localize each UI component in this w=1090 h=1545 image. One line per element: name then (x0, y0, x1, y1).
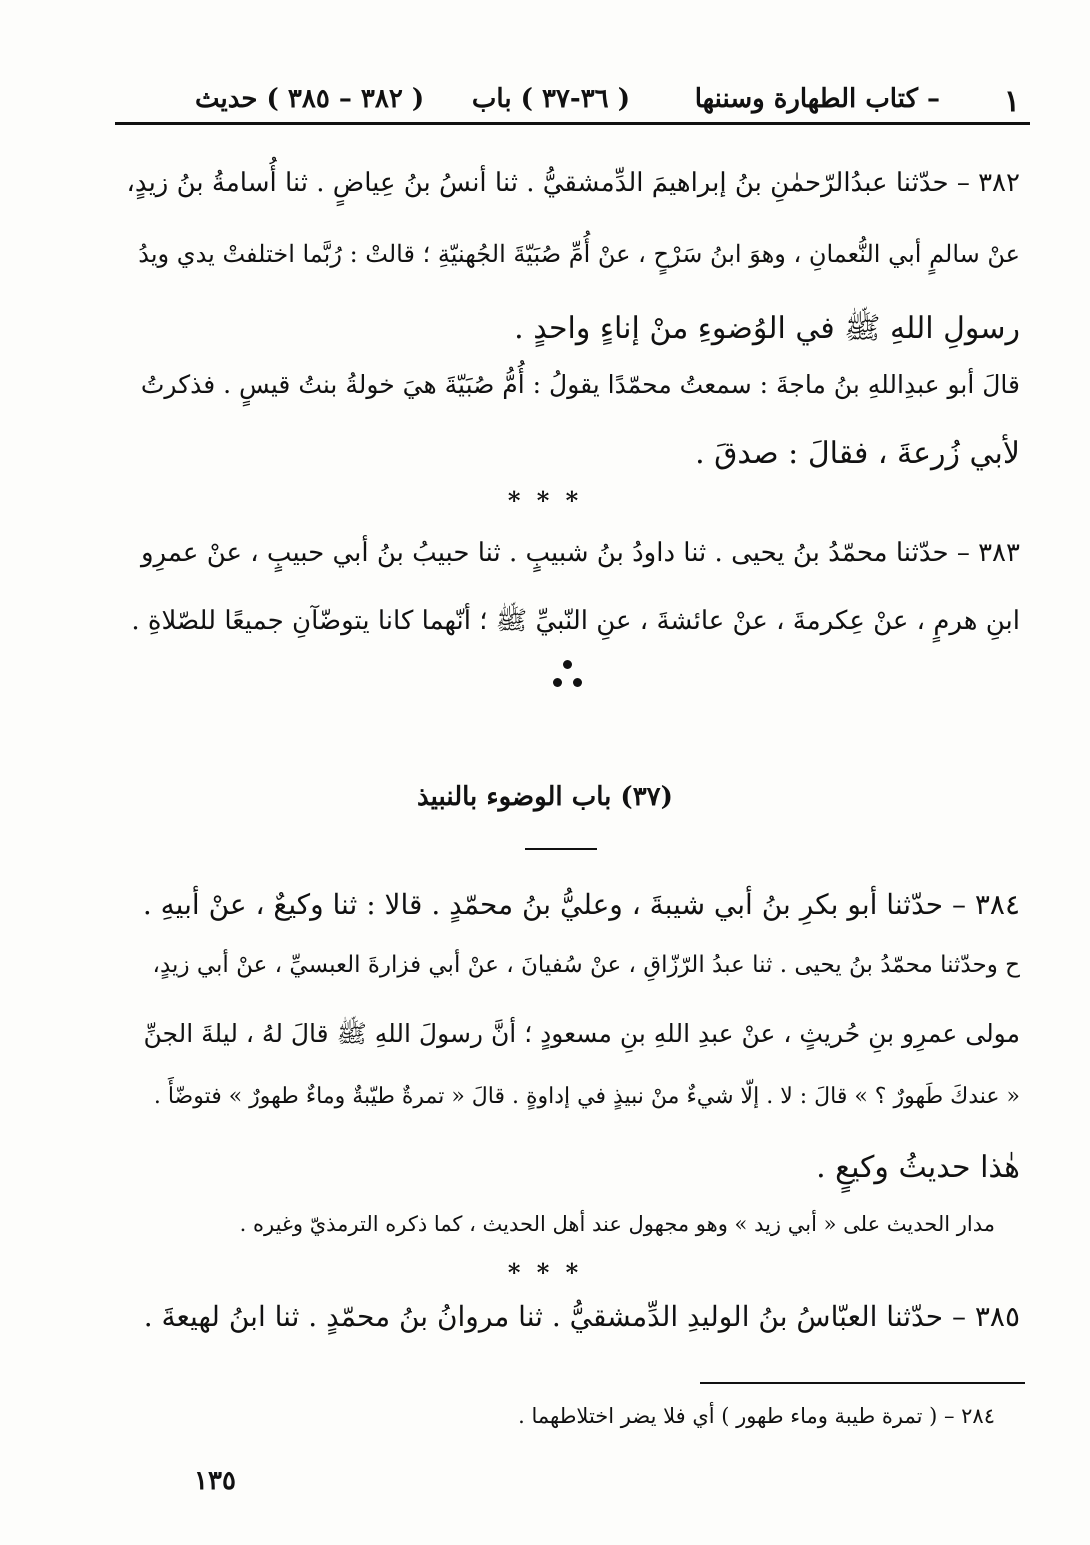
hadith-384-line-2: ح وحدّثنا محمّدُ بنُ يحيى . ثنا عبدُ الرّزّاقِ ، عنْ سُفيانَ ، عنْ أبي فزارةَ العبسيِّ ، عنْ أبي زيدٍ، (152, 952, 1020, 978)
hadith-385-line-1: ٣٨٥ – حدّثنا العبّاسُ بنُ الوليدِ الدِّمشقيُّ . ثنا مروانُ بنُ محمّدٍ . ثنا ابنُ لهيعةَ . (143, 1300, 1020, 1333)
bab-range: ( ٣٦-٣٧ ) باب (471, 84, 630, 114)
hadith-383-line-1: ٣٨٣ – حدّثنا محمّدُ بنُ يحيى . ثنا داودُ بنُ شبيبٍ . ثنا حبيبُ بنُ أبي حبيبٍ ، عنْ عمرِو (140, 538, 1020, 568)
book-title: – كتاب الطهارة وسننها (694, 84, 940, 114)
footnote-rule (700, 1382, 1025, 1384)
chapter-title: (٣٧) باب الوضوء بالنبيذ (417, 782, 673, 812)
separator-stars: * * * (507, 486, 583, 515)
hadith-382-line-3: رسولِ اللهِ ﷺ في الوُضوءِ منْ إناءٍ واحدٍ . (514, 311, 1020, 346)
hadith-382-line-2: عنْ سالمٍ أبي النُّعمانِ ، وهوَ ابنُ سَرْحٍ ، عنْ أُمِّ صُبَيّةَ الجُهنيّةِ ؛ قالتْ : رُبَّما اختلفتْ يدي ويدُ (138, 240, 1020, 268)
hadith-384-note: مدار الحديث على « أبي زيد » وهو مجهول عند أهل الحديث ، كما ذكره الترمذيّ وغيره . (239, 1212, 995, 1236)
chapter-rule (525, 848, 597, 850)
hadith-384-line-4: « عندكَ طَهورٌ ؟ » قالَ : لا . إلّا شيءٌ منْ نبيذٍ في إداوةٍ . قالَ « تمرةٌ طيّبةٌ وماءٌ طهورٌ » فتوضّأَ . (153, 1084, 1020, 1109)
footnote: ٢٨٤ – ( تمرة طيبة وماء طهور ) أي فلا يضر اختلاطهما . (518, 1404, 995, 1428)
hadith-384-line-1: ٣٨٤ – حدّثنا أبو بكرِ بنُ أبي شيبةَ ، وعليُّ بنُ محمّدٍ . قالا : ثنا وكيعٌ ، عنْ أبيهِ . (142, 888, 1020, 921)
hadith-382-line-1: ٣٨٢ – حدّثنا عبدُالرّحمٰنِ بنُ إبراهيمَ الدِّمشقيُّ . ثنا أنسُ بنُ عِياضٍ . ثنا أُسامةُ بنُ زيدٍ، (126, 168, 1020, 198)
running-header (115, 78, 1030, 125)
hadith-range: ( ٣٨٢ – ٣٨٥ ) حديث (195, 84, 425, 114)
hadith-384-line-5: هٰذا حديثُ وكيعٍ . (816, 1150, 1020, 1185)
hadith-383-line-2: ابنِ هرمٍ ، عنْ عِكرمةَ ، عنْ عائشةَ ، عنِ النّبيِّ ﷺ ؛ أنّهما كانا يتوضّآنِ جميعًا للصّلاةِ . (131, 606, 1020, 636)
book-number: ١ (1003, 84, 1020, 119)
page-number: ١٣٥ (194, 1466, 236, 1496)
hadith-382-note-line-2: لأبي زُرعةَ ، فقالَ : صدقَ . (695, 436, 1020, 471)
hadith-382-note-line-1: قالَ أبو عبدِاللهِ بنُ ماجةَ : سمعتُ محمّدًا يقولُ : أُمُّ صُبَيّةَ هيَ خولةُ بنتُ قيسٍ . فذكرتُ (140, 370, 1020, 399)
separator-stars: * * * (507, 1258, 583, 1287)
hadith-384-line-3: مولى عمرِو بنِ حُريثٍ ، عنْ عبدِ اللهِ بنِ مسعودٍ ؛ أنَّ رسولَ اللهِ ﷺ قالَ لهُ ، ليلةَ الجنِّ (143, 1019, 1020, 1048)
